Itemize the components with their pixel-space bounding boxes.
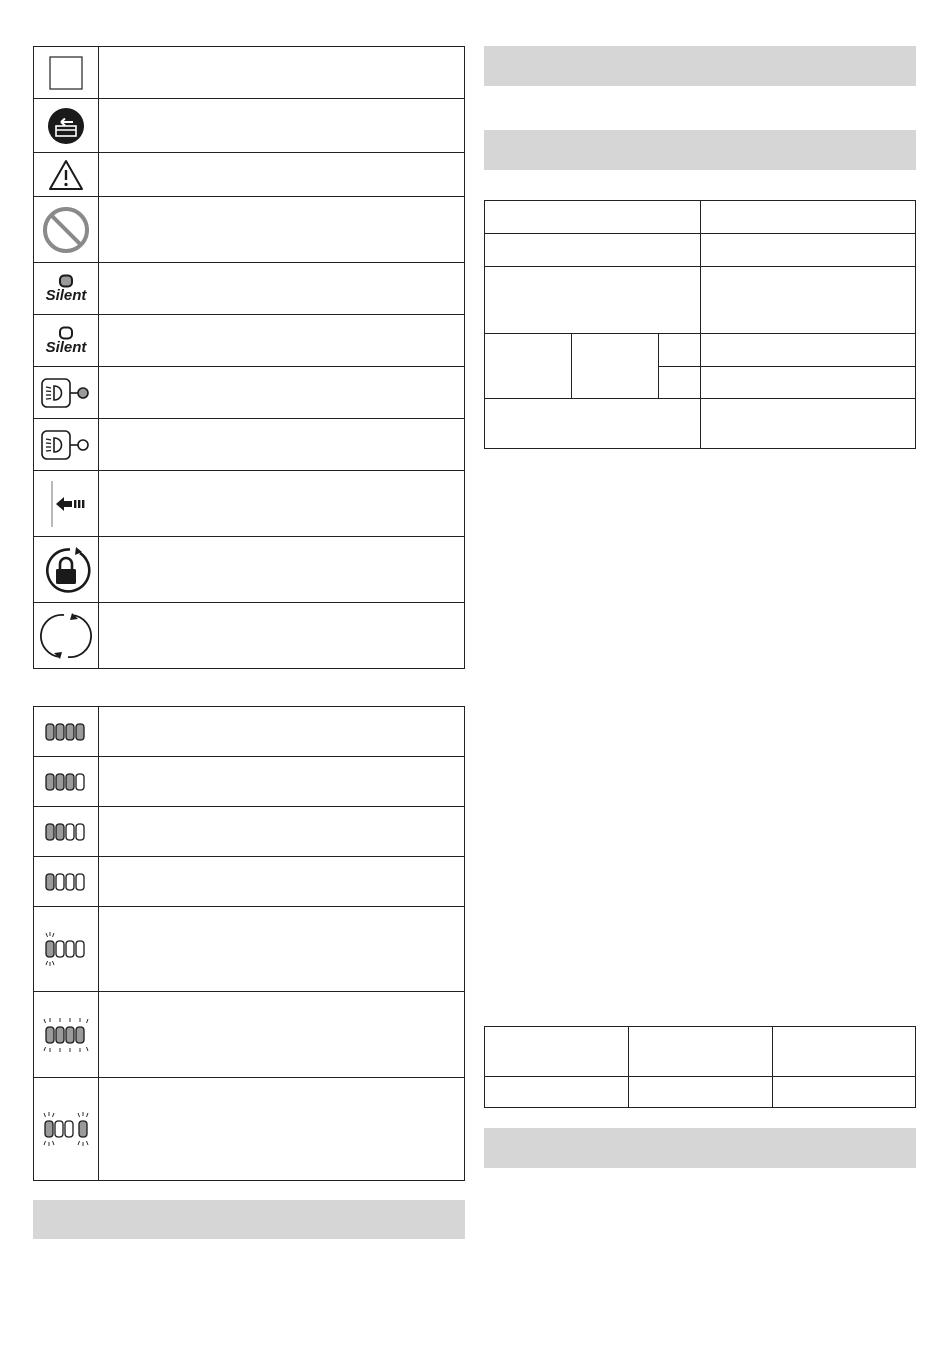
table-cell [485, 267, 701, 334]
table-cell [629, 1077, 773, 1108]
symbol-row [34, 47, 465, 99]
battery-description [99, 1078, 465, 1181]
battery-row [34, 807, 465, 857]
symbol-description [99, 537, 465, 603]
table-row [485, 234, 916, 267]
symbol-row [34, 99, 465, 153]
prohibited-icon [42, 206, 90, 254]
table-cell [701, 367, 916, 399]
table-cell [701, 267, 916, 334]
symbol-row [34, 315, 465, 367]
symbol-description [99, 367, 465, 419]
table-cell [485, 334, 572, 399]
lock-rotate-icon [40, 544, 92, 596]
silent-label: Silent [45, 339, 87, 356]
table-cell [701, 399, 916, 449]
symbol-row [34, 263, 465, 315]
table-cell [701, 201, 916, 234]
section-heading-band [484, 1128, 916, 1168]
symbol-description [99, 197, 465, 263]
table-cell [773, 1077, 916, 1108]
table-cell [485, 1077, 629, 1108]
table-row [485, 1077, 916, 1108]
battery-row [34, 1078, 465, 1181]
table-cell [485, 234, 701, 267]
three-column-table [484, 1026, 916, 1108]
battery-row [34, 907, 465, 992]
light-off-icon [40, 429, 92, 461]
symbol-row [34, 471, 465, 537]
battery-description [99, 807, 465, 857]
symbol-row [34, 197, 465, 263]
symbol-row [34, 419, 465, 471]
battery-description [99, 857, 465, 907]
symbol-description [99, 419, 465, 471]
table-cell [659, 367, 701, 399]
symbol-row [34, 603, 465, 669]
table-row [485, 334, 916, 367]
section-heading-band [484, 46, 916, 86]
table-row [485, 1027, 916, 1077]
symbol-description [99, 471, 465, 537]
table-cell [701, 334, 916, 367]
table-row [485, 267, 916, 334]
section-heading-band [33, 1200, 465, 1239]
table-row [485, 201, 916, 234]
battery-ends-blinking-icon [41, 1111, 91, 1147]
silent-mode-on-icon [34, 274, 98, 303]
battery-all-blinking-icon [41, 1017, 91, 1053]
table-row [485, 399, 916, 449]
battery-row [34, 992, 465, 1078]
silent-mode-off-icon [34, 326, 98, 355]
silent-label: Silent [45, 287, 87, 304]
battery-4-bars-icon [44, 722, 88, 742]
battery-description [99, 907, 465, 992]
insert-arrow-icon [46, 479, 86, 529]
battery-row [34, 707, 465, 757]
table-cell [701, 234, 916, 267]
battery-1-bar-blinking-icon [42, 931, 90, 967]
battery-description [99, 757, 465, 807]
symbol-description [99, 315, 465, 367]
empty-square-icon [49, 56, 83, 90]
symbol-description [99, 603, 465, 669]
battery-row [34, 757, 465, 807]
symbol-row [34, 367, 465, 419]
technical-data-table [484, 200, 916, 449]
symbol-description [99, 153, 465, 197]
table-cell [659, 334, 701, 367]
warning-triangle-icon [48, 159, 84, 191]
light-on-icon [40, 377, 92, 409]
table-cell [485, 399, 701, 449]
symbol-description [99, 99, 465, 153]
symbol-description [99, 47, 465, 99]
section-heading-band [484, 130, 916, 170]
table-cell [485, 1027, 629, 1077]
symbol-icon-cell [34, 47, 99, 99]
battery-1-bar-icon [44, 872, 88, 892]
table-cell [572, 334, 659, 399]
table-cell [629, 1027, 773, 1077]
remove-battery-icon [47, 107, 85, 145]
battery-indicator-table [33, 706, 465, 1181]
battery-description [99, 707, 465, 757]
symbol-row [34, 537, 465, 603]
battery-2-bars-icon [44, 822, 88, 842]
symbols-table [33, 46, 465, 669]
symbol-description [99, 263, 465, 315]
rotation-arrows-icon [40, 610, 92, 662]
table-cell [485, 201, 701, 234]
symbol-row [34, 153, 465, 197]
battery-description [99, 992, 465, 1078]
table-cell [773, 1027, 916, 1077]
battery-3-bars-icon [44, 772, 88, 792]
battery-row [34, 857, 465, 907]
